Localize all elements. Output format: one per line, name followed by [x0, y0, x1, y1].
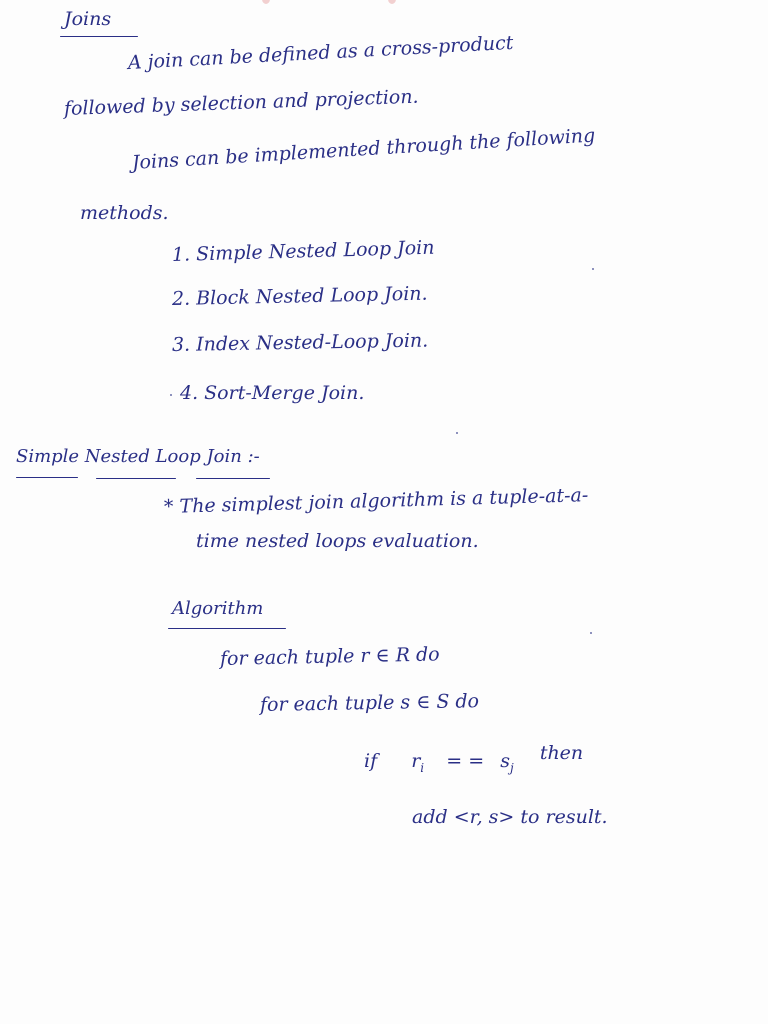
methods-intro-line-1: Joins can be implemented through the following	[131, 124, 596, 174]
ink-speck	[456, 432, 458, 434]
method-item-2: 2. Block Nested Loop Join.	[171, 282, 428, 310]
section-title: Simple Nested Loop Join :-	[16, 446, 260, 467]
algorithm-title: Algorithm	[172, 598, 264, 619]
algorithm-line-2: for each tuple s ∈ S do	[259, 690, 480, 716]
ink-speck	[170, 394, 172, 396]
intro-line-1: A join can be defined as a cross-product	[127, 31, 514, 74]
subscript-j: j	[509, 761, 514, 775]
then-keyword: then	[539, 742, 584, 764]
subscript-i: i	[420, 761, 425, 775]
algorithm-line-4: add <r, s> to result.	[412, 806, 608, 828]
methods-intro-line-2: methods.	[80, 202, 169, 224]
method-item-1: 1. Simple Nested Loop Join	[171, 236, 435, 266]
algorithm-line-3	[364, 742, 584, 775]
section-title-underline-3	[196, 478, 270, 479]
description-line-1: * The simplest join algorithm is a tuple-at-a-	[163, 484, 589, 518]
intro-line-2: followed by selection and projection.	[63, 85, 419, 120]
method-item-4: 4. Sort-Merge Join.	[180, 382, 365, 404]
description-line-2: time nested loops evaluation.	[196, 530, 479, 552]
ink-speck	[592, 268, 594, 270]
algorithm-line-1: for each tuple r ∈ R do	[219, 643, 440, 670]
equality-operator: = =	[446, 750, 485, 772]
section-title-underline-2	[96, 478, 176, 479]
method-item-3: 3. Index Nested-Loop Join.	[171, 329, 429, 356]
ink-mark	[262, 0, 270, 4]
algorithm-title-underline	[168, 628, 286, 629]
heading-underline	[60, 36, 138, 37]
heading: Joins	[64, 8, 112, 30]
ink-speck	[590, 632, 592, 634]
tuple-r: r	[411, 750, 421, 772]
section-title-underline-1	[16, 477, 78, 478]
if-keyword: if	[364, 750, 378, 772]
tuple-s: s	[500, 750, 510, 772]
ink-mark	[388, 0, 396, 4]
